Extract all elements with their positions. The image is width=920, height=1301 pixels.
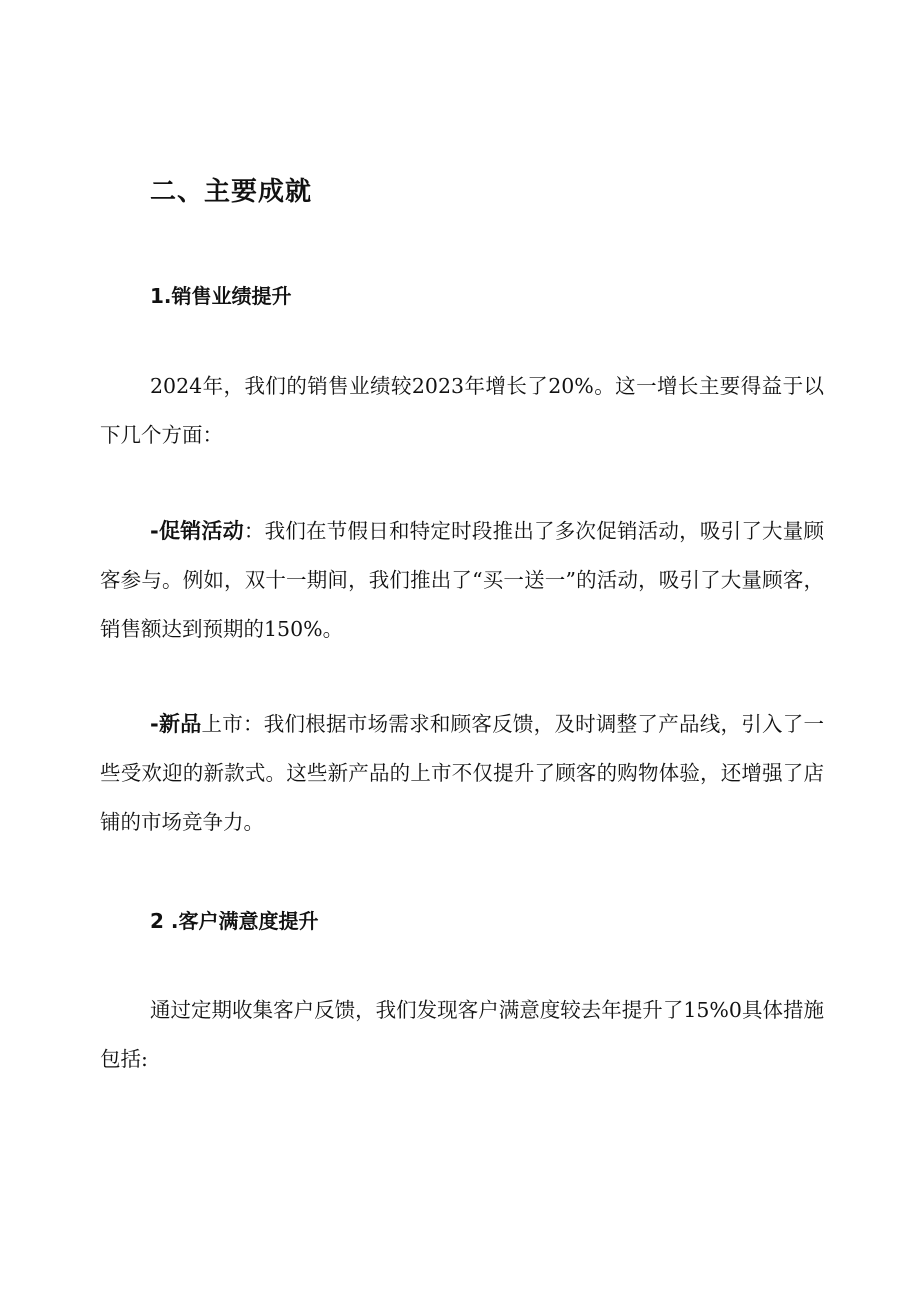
paragraph-sales-intro: 2024年，我们的销售业绩较2023年增长了20%。这一增长主要得益于以下几个方面： — [100, 374, 824, 447]
list-item-promotion — [100, 507, 824, 654]
section-title: 二、主要成就 — [150, 177, 313, 207]
item-lead-new-products: -新品 — [150, 712, 202, 736]
list-item-new-products — [100, 700, 824, 847]
item-lead-promotion: -促销活动 — [150, 519, 244, 543]
subsection-heading-satisfaction: 2 .客户满意度提升 — [150, 909, 319, 933]
subsection-heading-sales: 1.销售业绩提升 — [150, 284, 292, 308]
item-text-new-products: 上市：我们根据市场需求和顾客反馈，及时调整了产品线，引入了一些受欢迎的新款式。这些新产品的上市不仅提升了顾客的购物体验，还增强了店铺的市场竞争力。 — [100, 712, 825, 834]
item-text-promotion: ：我们在节假日和特定时段推出了多次促销活动，吸引了大量顾客参与。例如，双十一期间，我们推出了“买一送一”的活动，吸引了大量顾客，销售额达到预期的150%。 — [100, 519, 825, 641]
paragraph-satisfaction-intro: 通过定期收集客户反馈，我们发现客户满意度较去年提升了15%0具体措施包括: — [100, 998, 824, 1071]
